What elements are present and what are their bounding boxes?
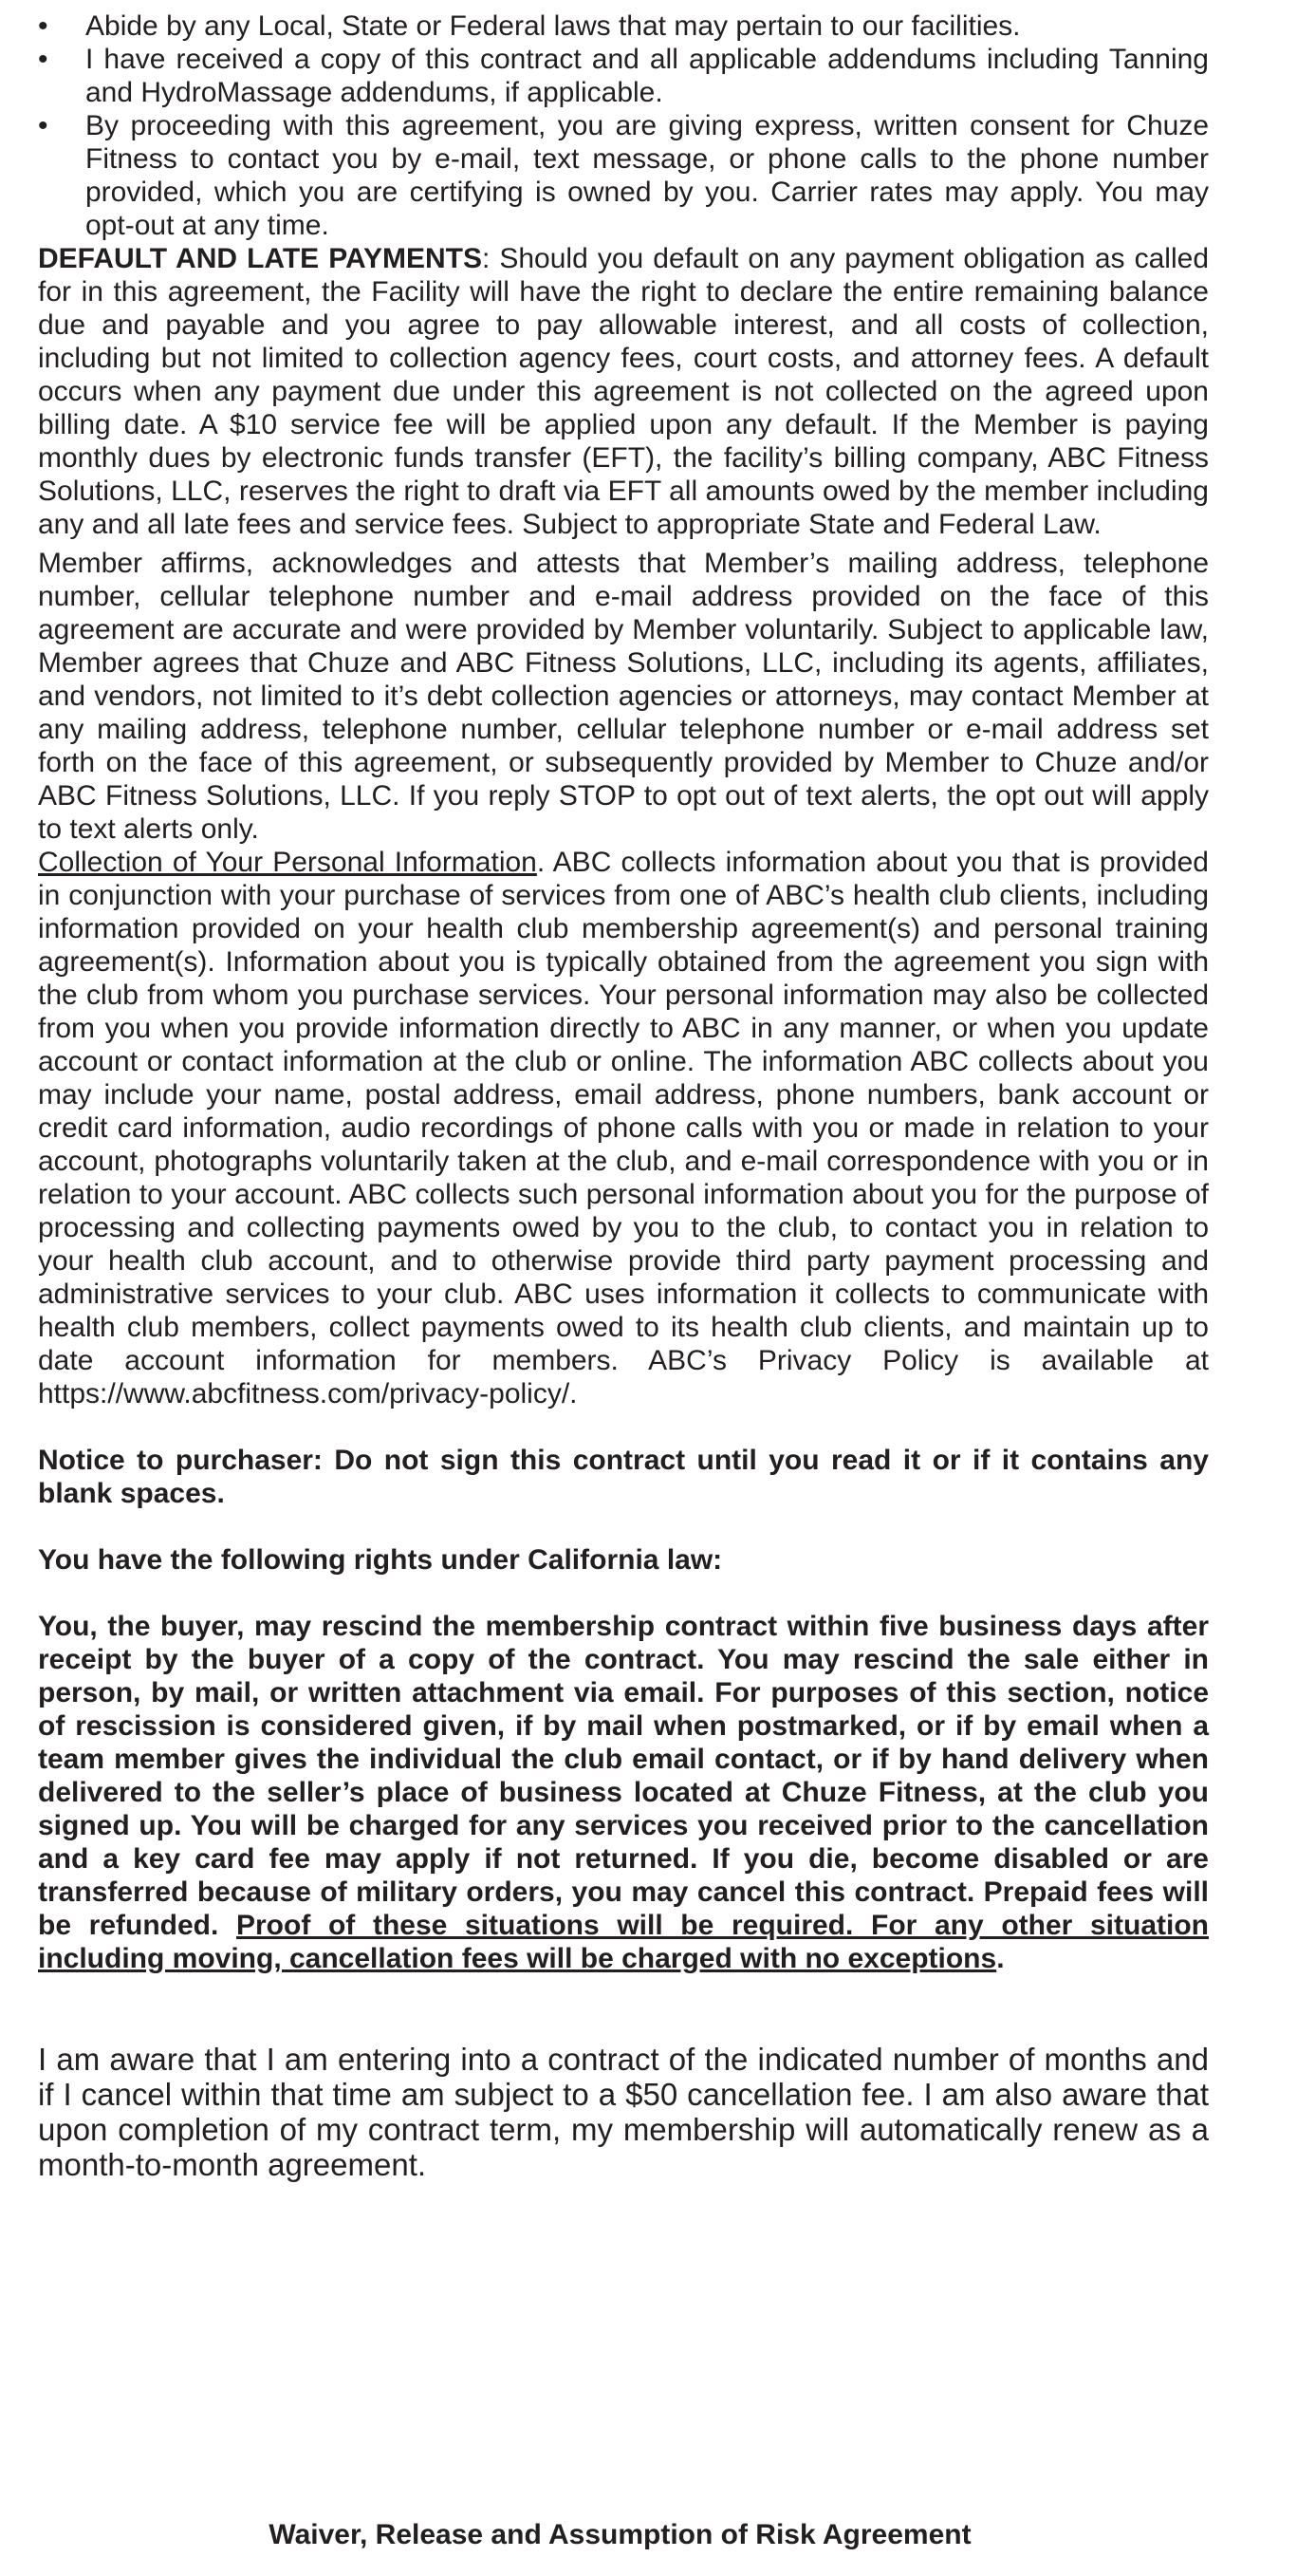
spacer xyxy=(38,1577,1209,1610)
default-payments-paragraph xyxy=(38,242,1209,541)
personal-info-body: . ABC collects information about you that is provided in conjunction with your purchase of services from one of ABC’s health club clients, including information provided on your health club membership agreement(s) and personal training agreement(s). Information about you is typically obtained from the agreement you sign with the club from whom you purchase services. Your personal information may also be collected from you when you provide information directly to ABC in any manner, or when you update account or contact information at the club or online. The information ABC collects about you may include your name, postal address, email address, phone numbers, bank account or credit card information, audio recordings of phone calls with you or made in relation to your account, photographs voluntarily taken at the club, and e-mail correspondence with you or in relation to your account. ABC collects such personal information about you for the purpose of processing and collecting payments owed by you to the club, to contact you in relation to your health club account, and to otherwise provide third party payment processing and administrative services to your club. ABC uses information it collects to communicate with health club members, collect payments owed to its health club clients, and maintain up to date account information for members. ABC’s Privacy Policy is available at https://www.abcfitness.com/privacy-policy/. xyxy=(38,847,1209,1409)
bullet-text: By proceeding with this agreement, you are giving express, written consent for Chuze Fitness to contact you by e-mail, text message, or phone calls to the phone number provided, which you are certifying is owned by you. Carrier rates may apply. You may opt-out at any time. xyxy=(85,110,1209,241)
rescind-paragraph xyxy=(38,1610,1209,1975)
rescind-end: . xyxy=(996,1943,1005,1974)
notice-to-purchaser: Notice to purchaser: Do not sign this contract until you read it or if it contains any blank spaces. xyxy=(38,1445,1209,1509)
rights-heading: You have the following rights under California law: xyxy=(38,1544,723,1576)
spacer xyxy=(38,1510,1209,1543)
contract-page xyxy=(38,9,1209,2182)
member-affirms-paragraph: Member affirms, acknowledges and attests that Member’s mailing address, telephone number, cellular telephone number and e-mail address provided on the face of this agreement are accurate and were provided by Member voluntarily. Subject to applicable law, Member agrees that Chuze and ABC Fitness Solutions, LLC, including its agents, affiliates, and vendors, not limited to it’s debt collection agencies or attorneys, may contact Member at any mailing address, telephone number, cellular telephone number or e-mail address set forth on the face of this agreement, or subsequently provided by Member to Chuze and/or ABC Fitness Solutions, LLC. If you reply STOP to opt out of text alerts, the opt out will apply to text alerts only. xyxy=(38,548,1209,845)
waiver-title: Waiver, Release and Assumption of Risk Agreement xyxy=(269,2519,972,2550)
default-payments-heading: DEFAULT AND LATE PAYMENTS xyxy=(38,243,482,274)
bullet-icon: • xyxy=(38,44,48,75)
rescind-underlined-text: Proof of these situations will be required. For any other situation including moving, cancellation fees will be charged with no exceptions xyxy=(38,1910,1209,1974)
rescind-body: You, the buyer, may rescind the membership contract within five business days after receipt by the buyer of a copy of the contract. You may rescind the sale either in person, by mail, or written attachment via email. For purposes of this section, notice of rescission is considered given, if by mail when postmarked, or if by email when a team member gives the individual the club email contact, or if by hand delivery when delivered to the seller’s place of business located at Chuze Fitness, at the club you signed up. You will be charged for any services you received prior to the cancellation and a key card fee may apply if not returned. If you die, become disabled or are transferred because of military orders, you may cancel this contract. Prepaid fees will be refunded. xyxy=(38,1611,1209,1941)
default-payments-body: : Should you default on any payment obligation as called for in this agreement, the Facility will have the right to declare the entire remaining balance due and payable and you agree to pay allowable interest, and all costs of collection, including but not limited to collection agency fees, court costs, and attorney fees. A default occurs when any payment due under this agreement is not collected on the agreed upon billing date. A $10 service fee will be applied upon any default. If the Member is paying monthly dues by electronic funds transfer (EFT), the facility’s billing company, ABC Fitness Solutions, LLC, reserves the right to draft via EFT all amounts owed by the member including any and all late fees and service fees. Subject to appropriate State and Federal Law. xyxy=(38,243,1209,540)
personal-info-paragraph xyxy=(38,846,1209,1410)
consent-bullet-list xyxy=(38,9,1209,242)
bullet-icon: • xyxy=(38,110,48,141)
personal-info-heading: Collection of Your Personal Information xyxy=(38,847,537,878)
bullet-text: Abide by any Local, State or Federal laws that may pertain to our facilities. xyxy=(85,10,1021,42)
spacer xyxy=(38,1410,1209,1444)
bullet-icon: • xyxy=(38,10,48,42)
bullet-text: I have received a copy of this contract and all applicable addendums including Tanning and HydroMassage addendums, if applicable. xyxy=(85,44,1209,108)
list-item xyxy=(38,43,1209,109)
list-item xyxy=(38,9,1209,43)
list-item xyxy=(38,109,1209,242)
awareness-statement: I am aware that I am entering into a contract of the indicated number of months and if I cancel within that time am subject to a $50 cancellation fee. I am also aware that upon completion of my contract term, my membership will automatically renew as a month-to-month agreement. xyxy=(38,2042,1209,2182)
